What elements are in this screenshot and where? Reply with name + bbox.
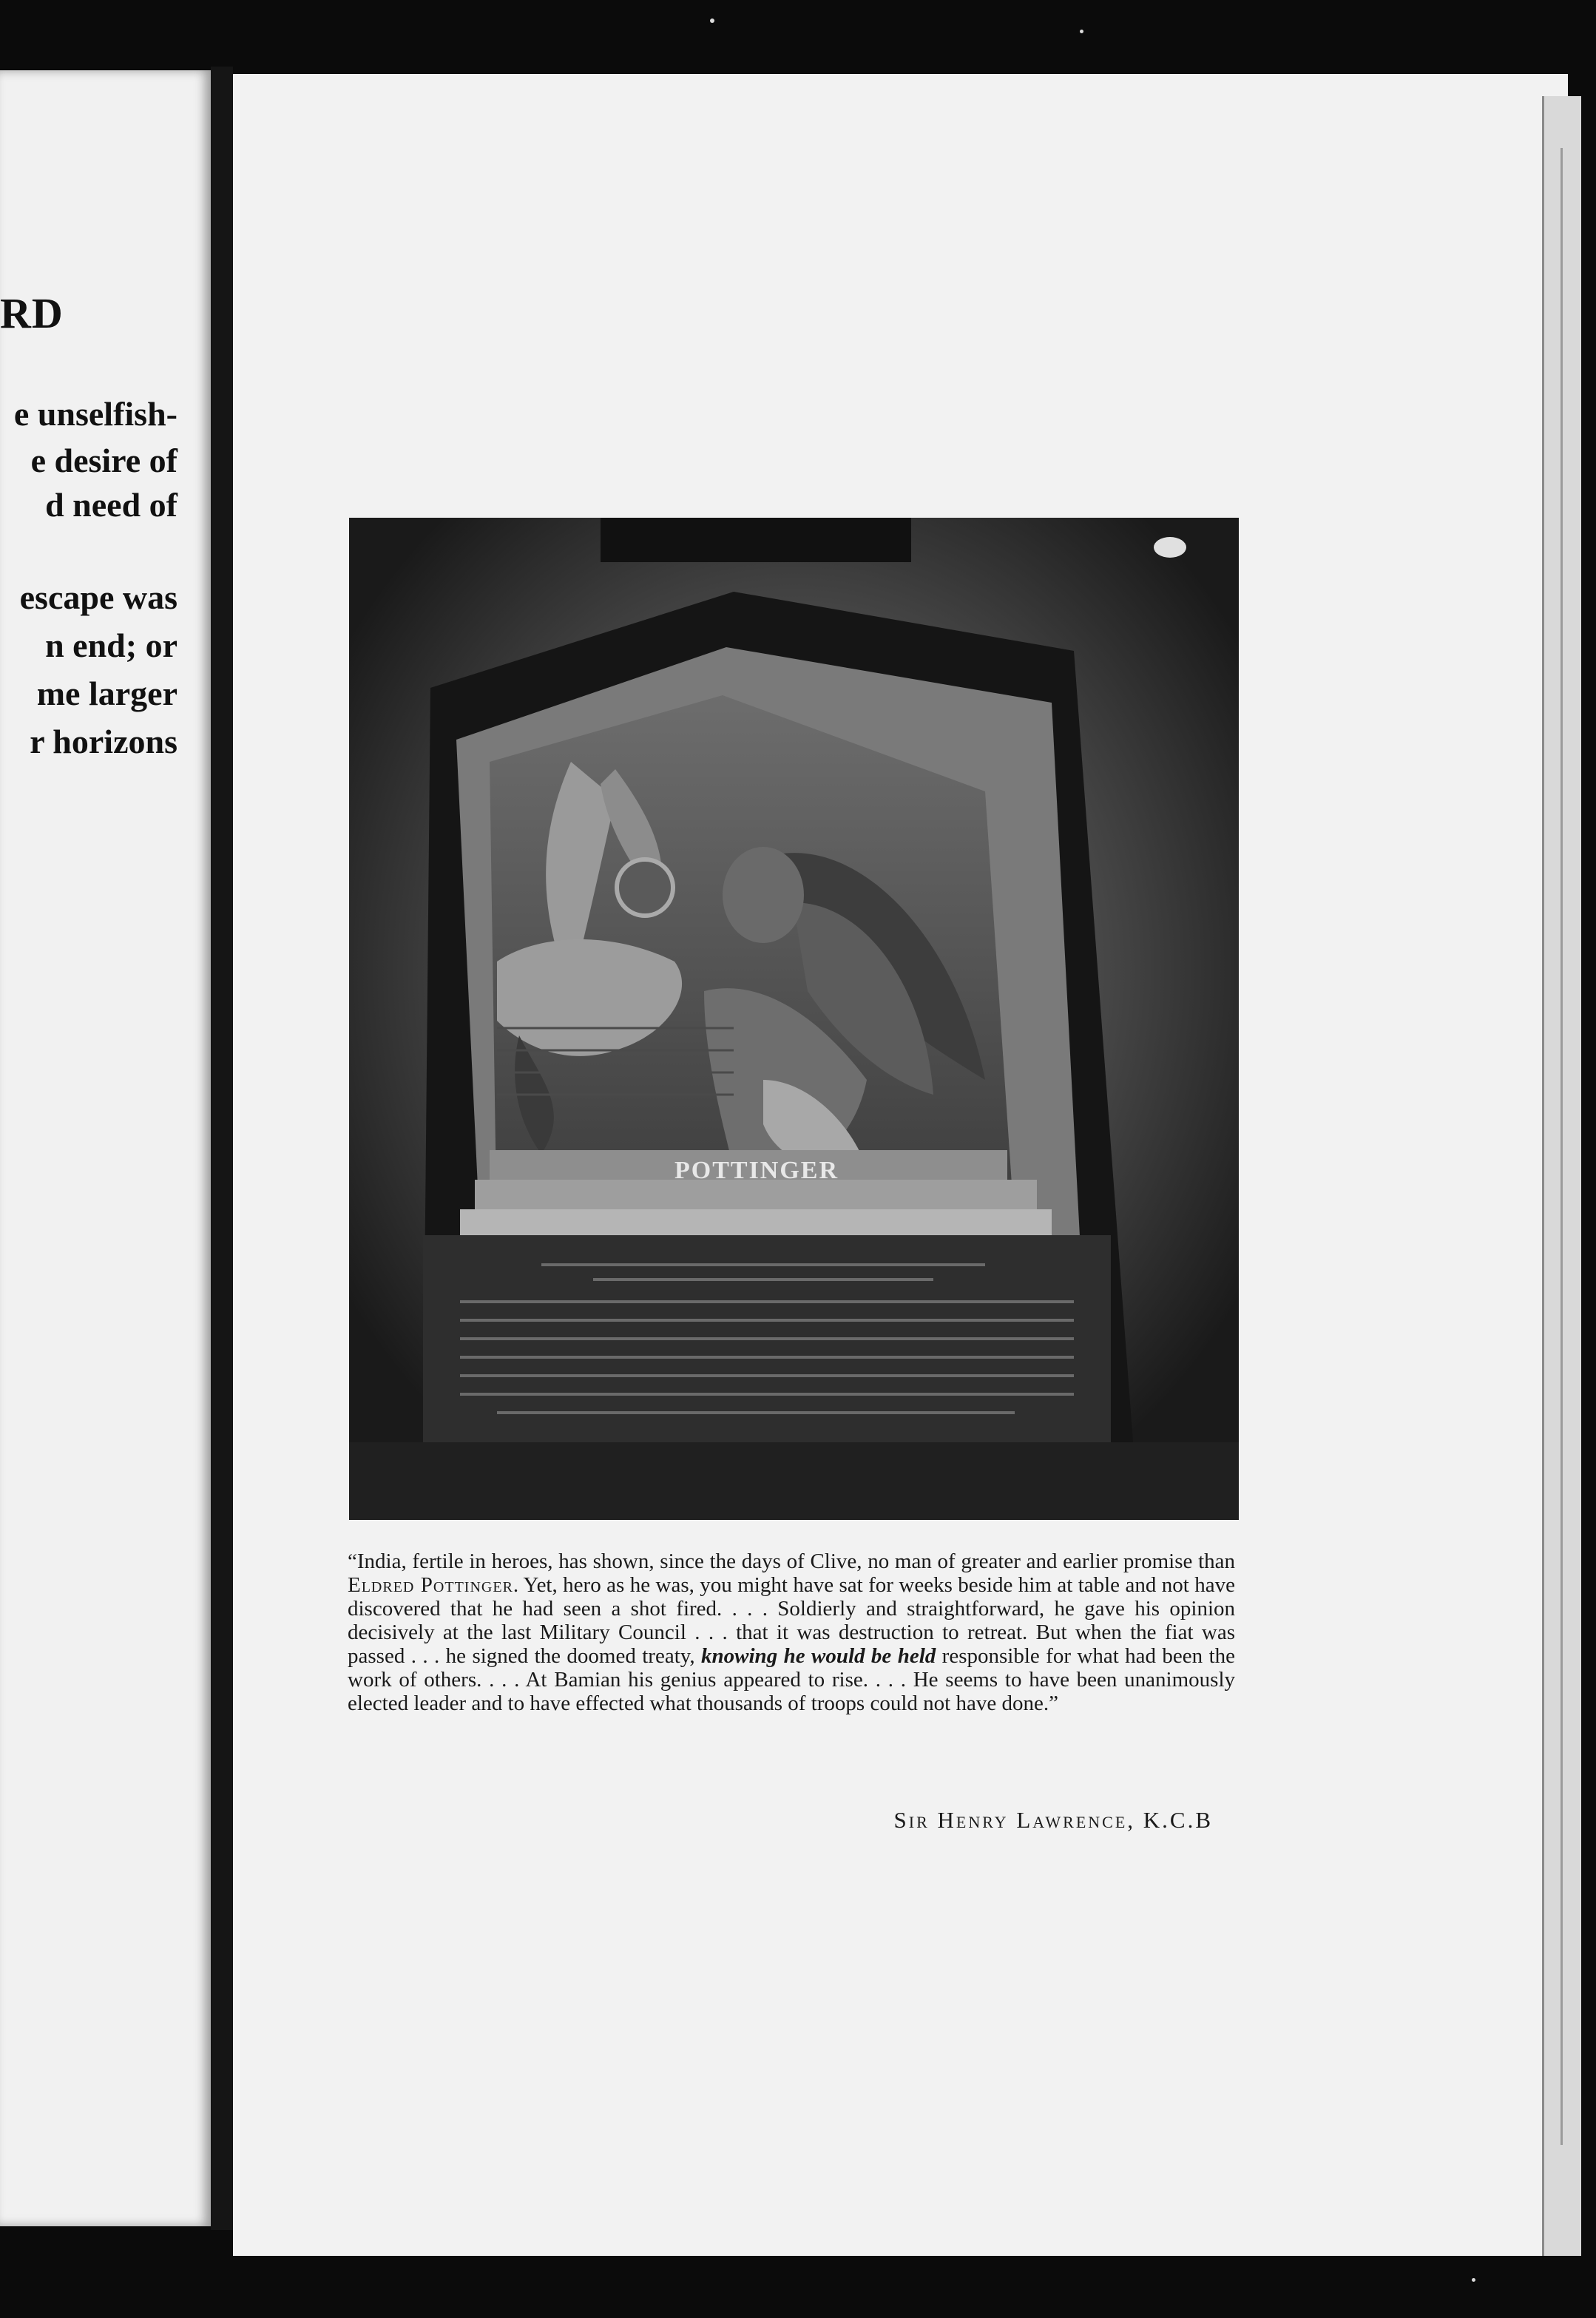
- scan-speck: [1080, 30, 1083, 33]
- memorial-photograph: [349, 518, 1239, 1520]
- left-page-line: r horizons: [30, 723, 177, 760]
- caption-emphasis: knowing he would be held: [701, 1644, 936, 1668]
- left-page: [0, 70, 211, 2226]
- caption-name: Eldred Pottinger: [348, 1573, 513, 1597]
- caption-open-quote: “: [348, 1550, 357, 1573]
- caption-text-1: India, fertile in heroes, has shown, since the days of Clive, no man of greater and earlier promise than: [356, 1550, 1235, 1573]
- memorial-name-inscription: POTTINGER: [674, 1157, 839, 1184]
- left-page-line: e desire of: [30, 442, 177, 479]
- page-edge-line: [1561, 148, 1563, 2145]
- left-page-line: n end; or: [45, 626, 177, 664]
- caption-text-2: . Yet, hero as he was, you might have sat for weeks beside him at table and not have discovered that he had seen a shot fired. . . . Soldierly and straightforward, he gave his opinion decisively at the last Military Council . . . that it was destruction to retreat. But when the fiat was passed . . . he signed the doomed treaty,: [348, 1573, 1236, 1668]
- photo-caption-quote: [348, 1550, 1235, 1715]
- caption-text-3: responsible for what had been the work of others. . . . At Bamian his genius appeared to rise. . . . He seems to have been unanimously elected leader and to have effected what thousands of troops could not have done.”: [348, 1644, 1235, 1715]
- quote-attribution: Sir Henry Lawrence, K.C.B: [893, 1807, 1213, 1833]
- scan-speck: [1472, 2278, 1475, 2282]
- memorial-illustration: [349, 518, 1239, 1520]
- book-gutter: [211, 67, 233, 2230]
- left-page-line: me larger: [36, 675, 177, 712]
- left-page-heading: RD: [0, 289, 64, 337]
- left-page-line: d need of: [45, 486, 177, 524]
- left-page-line: e unselfish-: [13, 395, 177, 433]
- left-page-line: escape was: [19, 578, 177, 616]
- scan-speck: [710, 18, 714, 23]
